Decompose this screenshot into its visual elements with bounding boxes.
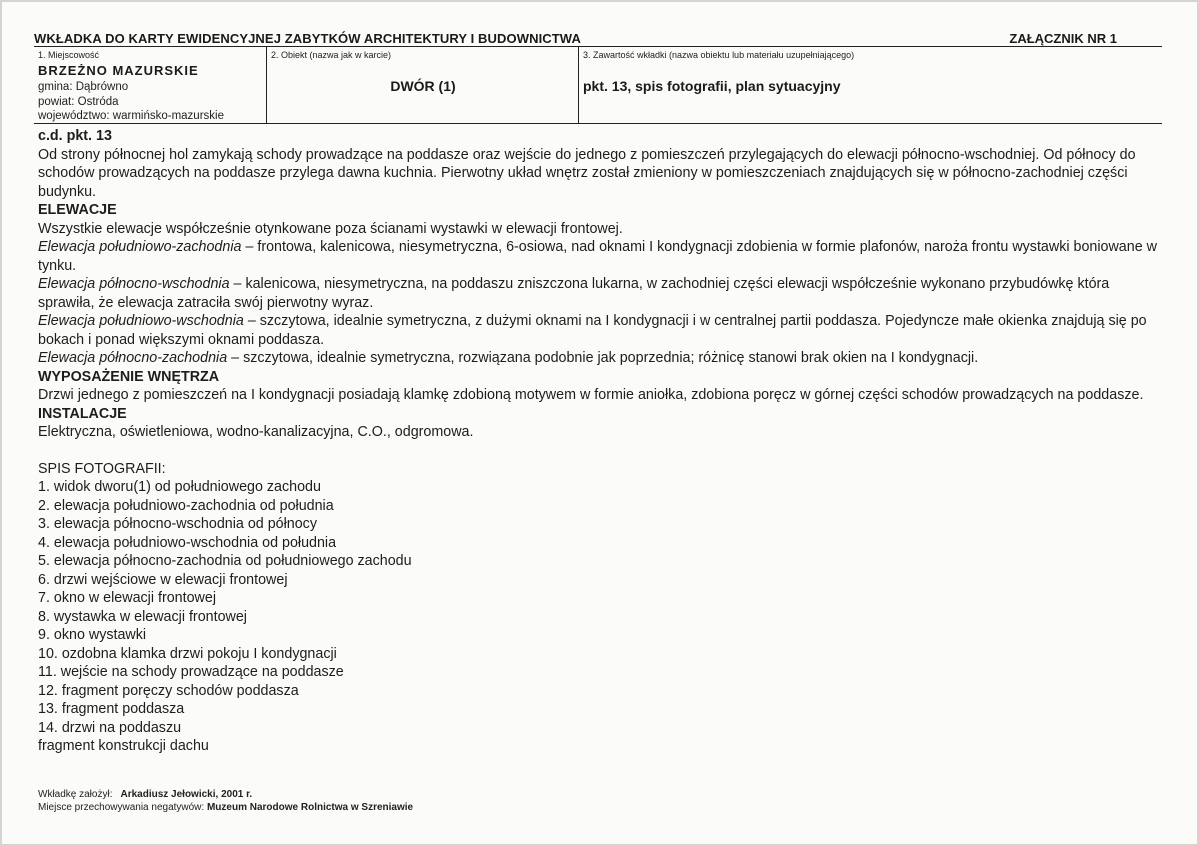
author-line [38,788,413,801]
photo-list-item: 1. widok dworu(1) od południowego zachodu [38,479,321,495]
annex-number: ZAŁĄCZNIK NR 1 [1009,31,1117,46]
installations-paragraph: Elektryczna, oświetleniowa, wodno-kanalizacyjna, C.O., odgromowa. [38,424,474,440]
elevation-paragraph [38,275,1162,312]
document-title: WKŁADKA DO KARTY EWIDENCYJNEJ ZABYTKÓW ARCHITEKTURY I BUDOWNICTWA [34,31,581,46]
elevation-name: Elewacja północno-wschodnia [38,276,230,292]
elevation-text: – szczytowa, idealnie symetryczna, rozwiązana podobnie jak poprzednia; różnicę stanowi brak okien na I kondygnacji. [227,350,979,366]
photo-list-item: 4. elewacja południowo-wschodnia od południa [38,534,337,551]
photo-list-item: 7. okno w elewacji frontowej [38,590,217,606]
photo-list-item: 9. okno wystawki [38,627,147,643]
photo-list-item: 2. elewacja południowo-zachodnia od południa [38,497,334,514]
locality-name: BRZEŻNO MAZURSKIE [38,63,199,78]
elevation-paragraph [38,349,1162,368]
installations-heading: INSTALACJE [38,405,127,422]
elevation-text: – frontowa, kalenicowa, niesymetryczna, 6-osiowa, nad oknami I kondygnacji zdobienia w formie plafonów, naroża frontu wystawki boniowane w tynku. [38,239,1157,274]
elevation-paragraph [38,238,1162,275]
elevation-paragraph [38,312,1162,349]
author-label: Wkładkę założył: [38,789,113,800]
continuation-heading: c.d. pkt. 13 [38,128,112,144]
negatives-label: Miejsce przechowywania negatywów: [38,802,205,813]
elevation-text: – szczytowa, idealnie symetryczna, z dużymi oknami na I kondygnacji i w centralnej partii poddasza. Pojedyncze małe okienka znajdują się po bokach i ponad większymi oknami poddasza. [38,313,1147,348]
author-name: Arkadiusz Jełowicki, 2001 r. [120,789,253,800]
object-value: DWÓR (1) [390,78,456,94]
locality-cell [34,47,266,124]
form-table [34,46,1162,124]
elevation-name: Elewacja południowo-wschodnia [38,313,244,329]
negatives-line [38,801,413,814]
negatives-location: Muzeum Narodowe Rolnictwa w Szreniawie [206,802,414,813]
document-footer [38,788,413,814]
elevations-intro: Wszystkie elewacje współcześnie otynkowane poza ścianami wystawki w elewacji frontowej. [38,220,623,237]
photo-list-item: 3. elewacja północno-wschodnia od północy [38,516,317,532]
locality-wojewodztwo: województwo: warmińsko-mazurskie [38,110,224,122]
document-body [38,127,1162,756]
photo-list-item: 6. drzwi wejściowe w elewacji frontowej [38,571,288,588]
photos-heading: SPIS FOTOGRAFII: [38,460,166,477]
locality-label: 1. Miejscowość [38,50,100,60]
contents-label: 3. Zawartość wkładki (nazwa obiektu lub materiału uzupełniającego) [583,50,855,60]
photo-list-item: 5. elewacja północno-zachodnia od południowego zachodu [38,553,412,569]
photo-list-item: 14. drzwi na poddaszu [38,719,182,736]
object-cell [266,47,578,124]
contents-value: pkt. 13, spis fotografii, plan sytuacyjny [583,78,841,94]
elevation-name: Elewacja północno-zachodnia [38,350,228,366]
section-spacer [38,442,1162,460]
elevation-name: Elewacja południowo-zachodnia [38,239,242,255]
photo-list-item: 10. ozdobna klamka drzwi pokoju I kondygnacji [38,645,337,662]
photo-list-item: 8. wystawka w elewacji frontowej [38,608,247,625]
photo-list [38,478,1162,756]
photo-list-item: 12. fragment poręczy schodów poddasza [38,682,299,699]
document-header [34,31,1162,47]
locality-powiat: powiat: Ostróda [38,96,119,108]
interior-heading: WYPOSAŻENIE WNĘTRZA [38,368,220,385]
photo-list-item: 13. fragment poddasza [38,701,185,717]
elevations-heading: ELEWACJE [38,202,117,218]
intro-paragraph: Od strony północnej hol zamykają schody prowadzące na poddasze oraz wejście do jednego z pomieszczeń przylegających do elewacji północno-wschodniej. Od północy do schodów prowadzących na poddasze przylega dawna kuchnia. Pierwotny układ wnętrz został zmieniony w pomieszczeniach znajdujących się w północno-zachodniej części budynku. [38,146,1136,200]
elevation-text: – kalenicowa, niesymetryczna, na poddaszu zniszczona lukarna, w zachodniej części elewacji współcześnie wykonano przybudówkę która sprawiła, że elewacja zatraciła swój pierwotny wyraz. [38,276,1110,311]
photo-list-item: fragment konstrukcji dachu [38,738,209,754]
contents-cell [578,47,1162,124]
interior-paragraph: Drzwi jednego z pomieszczeń na I kondygnacji posiadają klamkę zdobioną motywem w formie aniołka, zdobiona poręcz w górnej części schodów prowadzących na poddasze. [38,387,1144,403]
object-label: 2. Obiekt (nazwa jak w karcie) [271,50,392,60]
photo-list-item: 11. wejście na schody prowadzące na poddasze [38,664,344,680]
locality-gmina: gmina: Dąbrówno [38,81,129,93]
